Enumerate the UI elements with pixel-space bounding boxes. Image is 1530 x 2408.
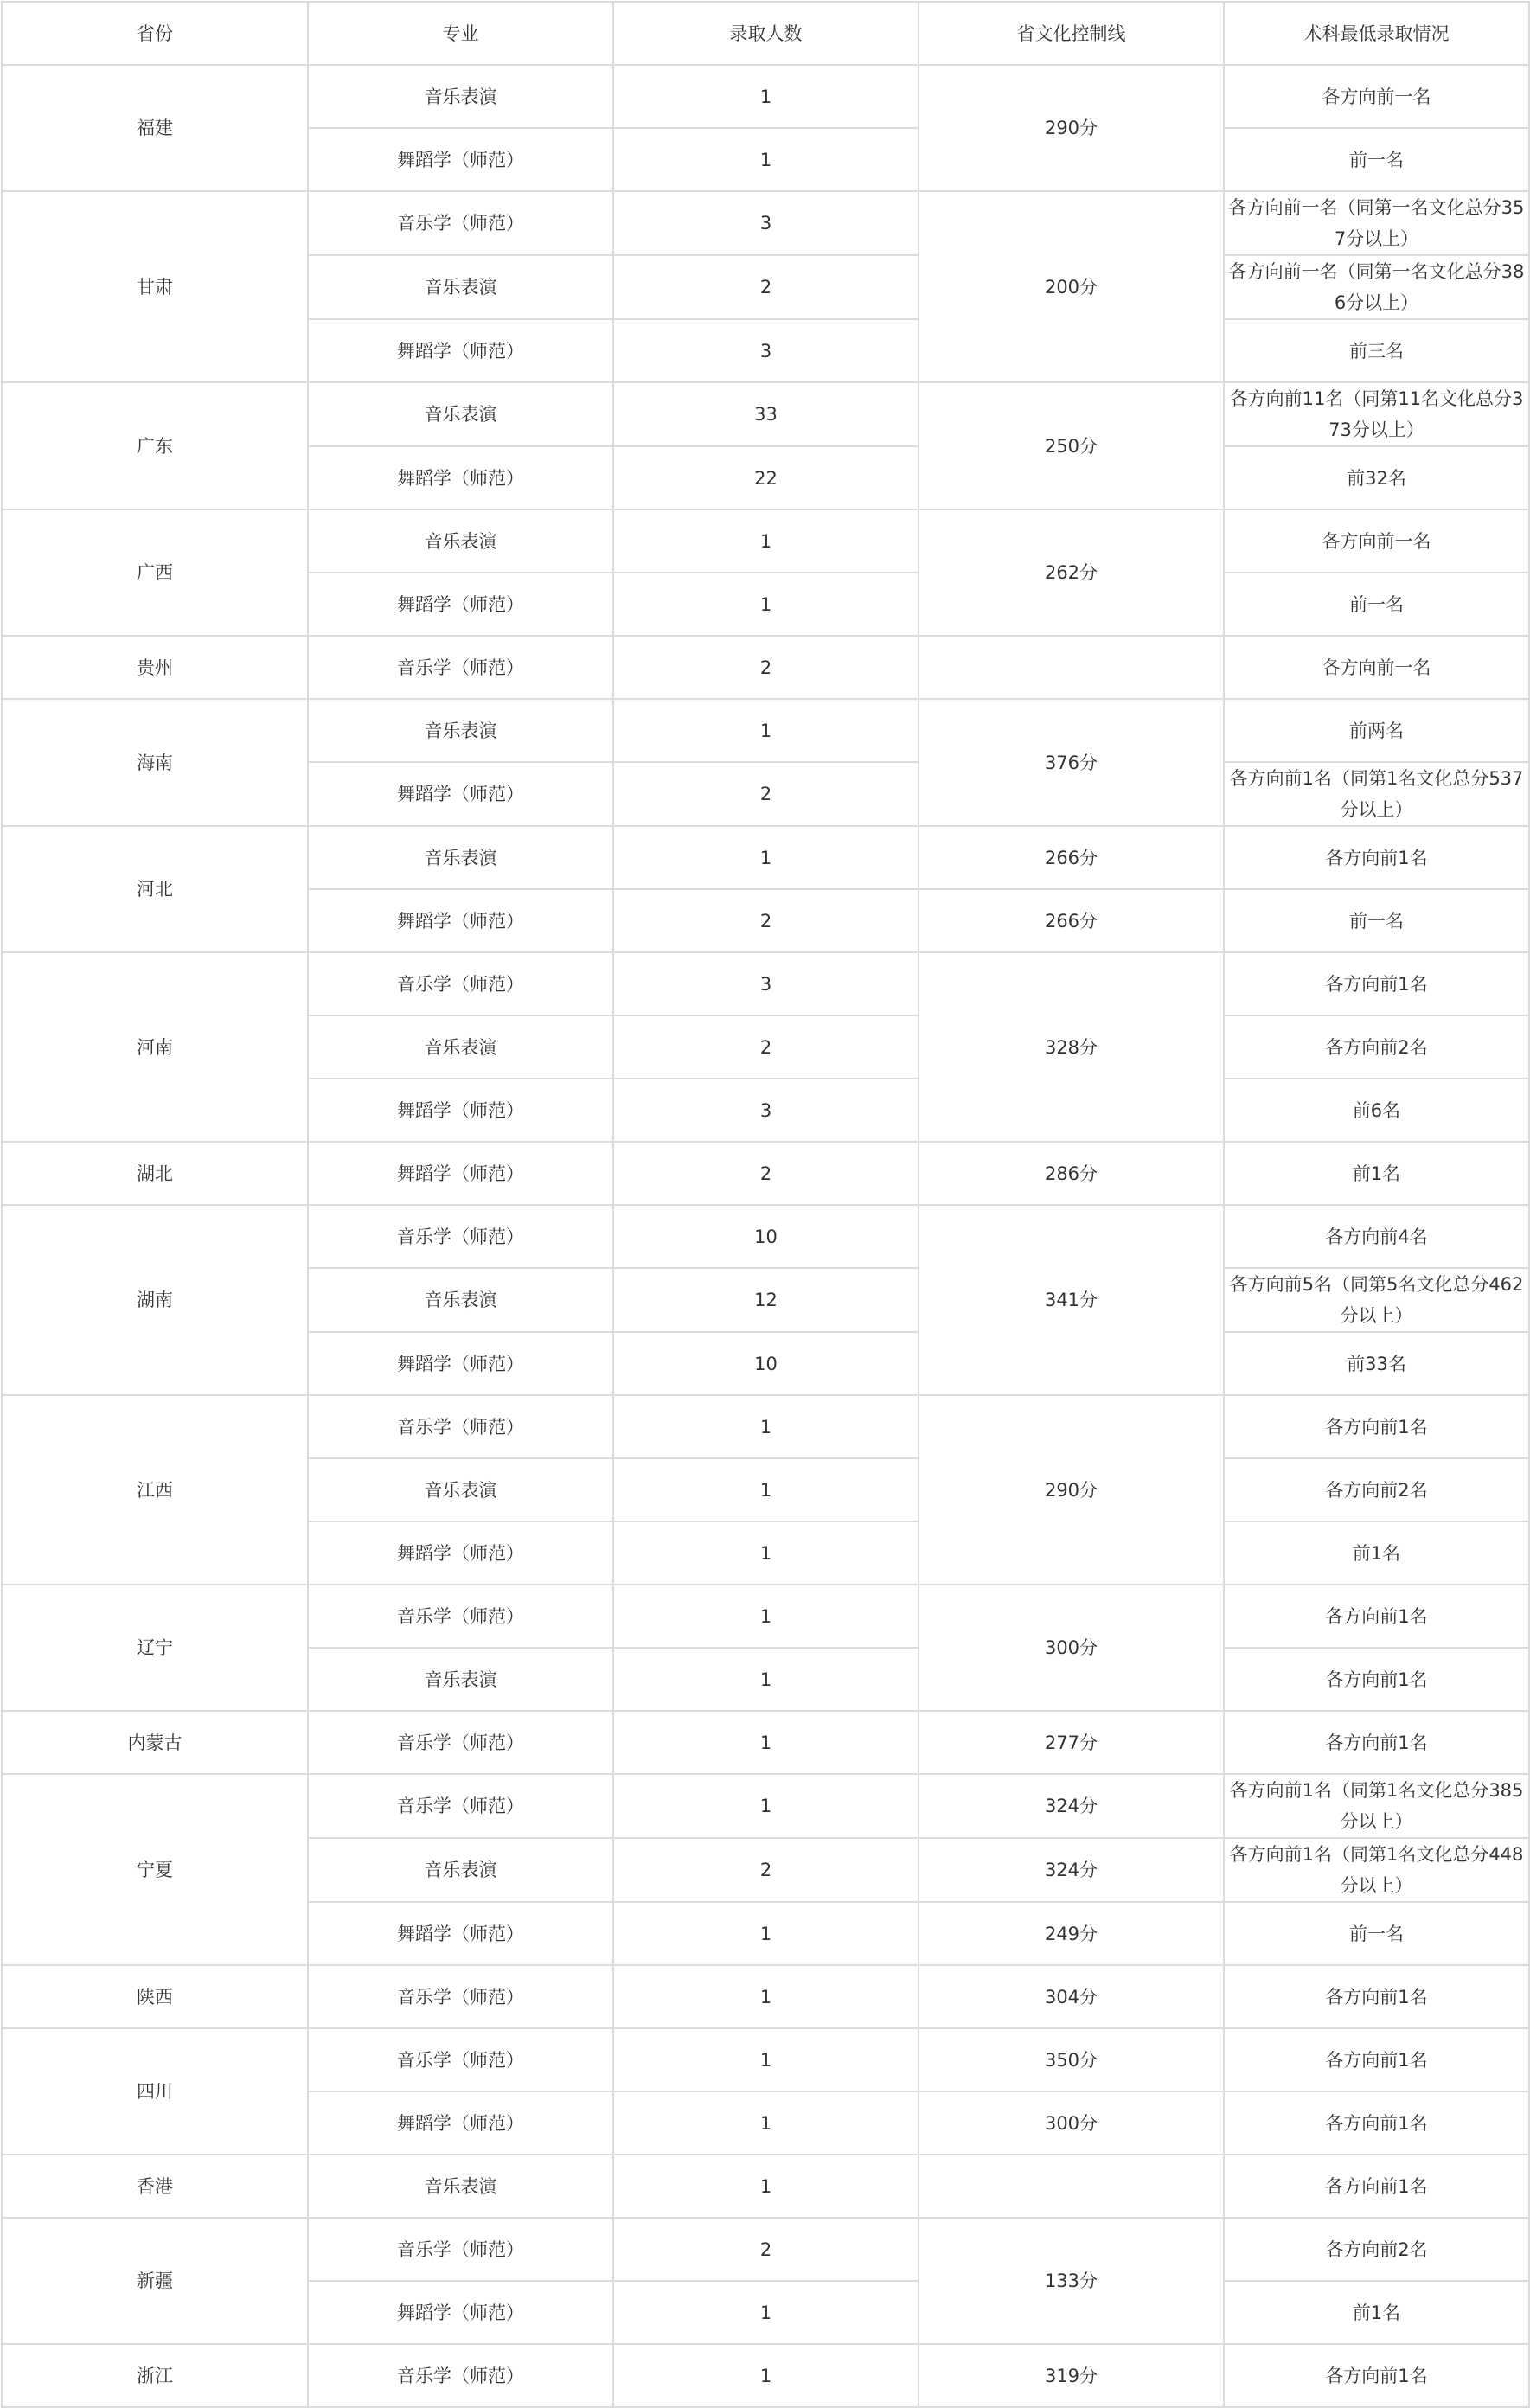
province-cell: 海南 bbox=[2, 699, 308, 826]
culture-line-cell: 266分 bbox=[919, 826, 1224, 889]
min-score-cell: 各方向前5名（同第5名文化总分462分以上） bbox=[1224, 1268, 1529, 1332]
table-row bbox=[2, 826, 1529, 889]
major-cell: 音乐表演 bbox=[308, 382, 613, 446]
min-score-cell: 各方向前一名 bbox=[1224, 509, 1529, 573]
table-row bbox=[2, 1585, 1529, 1648]
culture-line-cell: 304分 bbox=[919, 1965, 1224, 2028]
table-row bbox=[2, 636, 1529, 699]
culture-line-cell: 341分 bbox=[919, 1205, 1224, 1395]
major-cell: 音乐表演 bbox=[308, 1015, 613, 1079]
province-cell: 新疆 bbox=[2, 2218, 308, 2344]
min-score-cell: 各方向前1名 bbox=[1224, 2028, 1529, 2091]
major-cell: 舞蹈学（师范） bbox=[308, 1521, 613, 1585]
province-cell: 陕西 bbox=[2, 1965, 308, 2028]
major-cell: 舞蹈学（师范） bbox=[308, 1332, 613, 1395]
major-cell: 音乐学（师范） bbox=[308, 952, 613, 1015]
min-score-cell: 各方向前1名 bbox=[1224, 1395, 1529, 1458]
major-cell: 音乐学（师范） bbox=[308, 2028, 613, 2091]
count-cell: 1 bbox=[613, 2281, 919, 2344]
count-cell: 3 bbox=[613, 319, 919, 382]
min-score-cell: 各方向前1名 bbox=[1224, 1711, 1529, 1774]
min-score-cell: 各方向前2名 bbox=[1224, 1458, 1529, 1521]
table-row bbox=[2, 1965, 1529, 2028]
culture-line-cell: 300分 bbox=[919, 1585, 1224, 1711]
count-cell: 1 bbox=[613, 128, 919, 191]
table-row bbox=[2, 2344, 1529, 2407]
min-score-cell: 前一名 bbox=[1224, 889, 1529, 952]
culture-line-cell: 319分 bbox=[919, 2344, 1224, 2407]
min-score-cell: 各方向前一名（同第一名文化总分386分以上） bbox=[1224, 255, 1529, 319]
count-cell: 2 bbox=[613, 889, 919, 952]
table-row bbox=[2, 65, 1529, 128]
table-row bbox=[2, 509, 1529, 573]
min-score-cell: 各方向前1名 bbox=[1224, 2344, 1529, 2407]
culture-line-cell: 300分 bbox=[919, 2091, 1224, 2155]
major-cell: 舞蹈学（师范） bbox=[308, 762, 613, 826]
province-cell: 河南 bbox=[2, 952, 308, 1142]
major-cell: 舞蹈学（师范） bbox=[308, 319, 613, 382]
culture-line-cell: 328分 bbox=[919, 952, 1224, 1142]
culture-line-cell: 133分 bbox=[919, 2218, 1224, 2344]
province-cell: 广东 bbox=[2, 382, 308, 509]
major-cell: 舞蹈学（师范） bbox=[308, 1142, 613, 1205]
count-cell: 2 bbox=[613, 636, 919, 699]
province-cell: 香港 bbox=[2, 2155, 308, 2218]
major-cell: 音乐学（师范） bbox=[308, 191, 613, 255]
table-row bbox=[2, 191, 1529, 255]
province-cell: 浙江 bbox=[2, 2344, 308, 2407]
table-row bbox=[2, 699, 1529, 762]
table-row bbox=[2, 1395, 1529, 1458]
count-cell: 1 bbox=[613, 1521, 919, 1585]
table-body bbox=[2, 65, 1529, 2407]
province-cell: 宁夏 bbox=[2, 1774, 308, 1965]
header-min-score: 术科最低录取情况 bbox=[1224, 2, 1529, 65]
header-count: 录取人数 bbox=[613, 2, 919, 65]
min-score-cell: 各方向前4名 bbox=[1224, 1205, 1529, 1268]
province-cell: 湖北 bbox=[2, 1142, 308, 1205]
count-cell: 1 bbox=[613, 2091, 919, 2155]
province-cell: 福建 bbox=[2, 65, 308, 191]
count-cell: 1 bbox=[613, 509, 919, 573]
culture-line-cell bbox=[919, 636, 1224, 699]
major-cell: 音乐表演 bbox=[308, 1838, 613, 1902]
major-cell: 音乐学（师范） bbox=[308, 636, 613, 699]
major-cell: 音乐表演 bbox=[308, 1458, 613, 1521]
min-score-cell: 前1名 bbox=[1224, 1521, 1529, 1585]
culture-line-cell: 266分 bbox=[919, 889, 1224, 952]
min-score-cell: 前三名 bbox=[1224, 319, 1529, 382]
min-score-cell: 各方向前1名 bbox=[1224, 1965, 1529, 2028]
count-cell: 33 bbox=[613, 382, 919, 446]
min-score-cell: 各方向前1名 bbox=[1224, 2091, 1529, 2155]
count-cell: 1 bbox=[613, 2344, 919, 2407]
culture-line-cell: 324分 bbox=[919, 1774, 1224, 1838]
min-score-cell: 各方向前一名 bbox=[1224, 636, 1529, 699]
count-cell: 1 bbox=[613, 65, 919, 128]
min-score-cell: 前两名 bbox=[1224, 699, 1529, 762]
count-cell: 1 bbox=[613, 826, 919, 889]
culture-line-cell: 200分 bbox=[919, 191, 1224, 382]
count-cell: 1 bbox=[613, 699, 919, 762]
count-cell: 1 bbox=[613, 2028, 919, 2091]
table-row bbox=[2, 2028, 1529, 2091]
major-cell: 音乐表演 bbox=[308, 1648, 613, 1711]
culture-line-cell: 324分 bbox=[919, 1838, 1224, 1902]
min-score-cell: 各方向前11名（同第11名文化总分373分以上） bbox=[1224, 382, 1529, 446]
major-cell: 音乐表演 bbox=[308, 509, 613, 573]
header-culture-line: 省文化控制线 bbox=[919, 2, 1224, 65]
admissions-table bbox=[1, 1, 1530, 2408]
province-cell: 四川 bbox=[2, 2028, 308, 2155]
major-cell: 音乐表演 bbox=[308, 255, 613, 319]
count-cell: 1 bbox=[613, 573, 919, 636]
min-score-cell: 前1名 bbox=[1224, 2281, 1529, 2344]
count-cell: 1 bbox=[613, 1902, 919, 1965]
table-row bbox=[2, 952, 1529, 1015]
min-score-cell: 前32名 bbox=[1224, 446, 1529, 509]
count-cell: 1 bbox=[613, 1711, 919, 1774]
min-score-cell: 各方向前1名 bbox=[1224, 2155, 1529, 2218]
major-cell: 音乐学（师范） bbox=[308, 1774, 613, 1838]
count-cell: 1 bbox=[613, 2155, 919, 2218]
major-cell: 舞蹈学（师范） bbox=[308, 2091, 613, 2155]
province-cell: 广西 bbox=[2, 509, 308, 636]
culture-line-cell: 262分 bbox=[919, 509, 1224, 636]
major-cell: 舞蹈学（师范） bbox=[308, 573, 613, 636]
min-score-cell: 前一名 bbox=[1224, 1902, 1529, 1965]
major-cell: 音乐学（师范） bbox=[308, 2218, 613, 2281]
count-cell: 1 bbox=[613, 1648, 919, 1711]
count-cell: 2 bbox=[613, 1838, 919, 1902]
culture-line-cell: 290分 bbox=[919, 1395, 1224, 1585]
min-score-cell: 各方向前2名 bbox=[1224, 2218, 1529, 2281]
province-cell: 甘肃 bbox=[2, 191, 308, 382]
count-cell: 12 bbox=[613, 1268, 919, 1332]
table-row bbox=[2, 1774, 1529, 1838]
major-cell: 音乐表演 bbox=[308, 826, 613, 889]
min-score-cell: 前一名 bbox=[1224, 128, 1529, 191]
province-cell: 河北 bbox=[2, 826, 308, 952]
min-score-cell: 前6名 bbox=[1224, 1079, 1529, 1142]
count-cell: 2 bbox=[613, 1015, 919, 1079]
culture-line-cell bbox=[919, 2155, 1224, 2218]
province-cell: 内蒙古 bbox=[2, 1711, 308, 1774]
count-cell: 10 bbox=[613, 1332, 919, 1395]
major-cell: 音乐学（师范） bbox=[308, 1585, 613, 1648]
min-score-cell: 各方向前1名 bbox=[1224, 1648, 1529, 1711]
province-cell: 辽宁 bbox=[2, 1585, 308, 1711]
major-cell: 音乐表演 bbox=[308, 65, 613, 128]
min-score-cell: 前33名 bbox=[1224, 1332, 1529, 1395]
culture-line-cell: 277分 bbox=[919, 1711, 1224, 1774]
min-score-cell: 各方向前一名（同第一名文化总分357分以上） bbox=[1224, 191, 1529, 255]
province-cell: 湖南 bbox=[2, 1205, 308, 1395]
count-cell: 22 bbox=[613, 446, 919, 509]
major-cell: 舞蹈学（师范） bbox=[308, 1902, 613, 1965]
min-score-cell: 各方向前1名 bbox=[1224, 1585, 1529, 1648]
major-cell: 音乐表演 bbox=[308, 2155, 613, 2218]
count-cell: 2 bbox=[613, 762, 919, 826]
count-cell: 1 bbox=[613, 1395, 919, 1458]
culture-line-cell: 250分 bbox=[919, 382, 1224, 509]
count-cell: 2 bbox=[613, 255, 919, 319]
min-score-cell: 各方向前1名 bbox=[1224, 952, 1529, 1015]
count-cell: 2 bbox=[613, 1142, 919, 1205]
header-major: 专业 bbox=[308, 2, 613, 65]
min-score-cell: 各方向前1名（同第1名文化总分385分以上） bbox=[1224, 1774, 1529, 1838]
min-score-cell: 各方向前1名（同第1名文化总分448分以上） bbox=[1224, 1838, 1529, 1902]
count-cell: 3 bbox=[613, 1079, 919, 1142]
count-cell: 10 bbox=[613, 1205, 919, 1268]
province-cell: 江西 bbox=[2, 1395, 308, 1585]
count-cell: 1 bbox=[613, 1458, 919, 1521]
count-cell: 2 bbox=[613, 2218, 919, 2281]
count-cell: 3 bbox=[613, 191, 919, 255]
min-score-cell: 前1名 bbox=[1224, 1142, 1529, 1205]
culture-line-cell: 376分 bbox=[919, 699, 1224, 826]
count-cell: 1 bbox=[613, 1965, 919, 2028]
major-cell: 音乐学（师范） bbox=[308, 1711, 613, 1774]
major-cell: 舞蹈学（师范） bbox=[308, 128, 613, 191]
table-row bbox=[2, 1205, 1529, 1268]
major-cell: 舞蹈学（师范） bbox=[308, 446, 613, 509]
culture-line-cell: 249分 bbox=[919, 1902, 1224, 1965]
table-row bbox=[2, 1711, 1529, 1774]
major-cell: 音乐学（师范） bbox=[308, 1395, 613, 1458]
header-province: 省份 bbox=[2, 2, 308, 65]
count-cell: 3 bbox=[613, 952, 919, 1015]
table-header bbox=[2, 2, 1529, 65]
min-score-cell: 前一名 bbox=[1224, 573, 1529, 636]
min-score-cell: 各方向前1名（同第1名文化总分537分以上） bbox=[1224, 762, 1529, 826]
table-row bbox=[2, 382, 1529, 446]
min-score-cell: 各方向前2名 bbox=[1224, 1015, 1529, 1079]
table-row bbox=[2, 1142, 1529, 1205]
major-cell: 音乐学（师范） bbox=[308, 1965, 613, 2028]
major-cell: 音乐学（师范） bbox=[308, 2344, 613, 2407]
table-row bbox=[2, 2155, 1529, 2218]
count-cell: 1 bbox=[613, 1774, 919, 1838]
culture-line-cell: 290分 bbox=[919, 65, 1224, 191]
count-cell: 1 bbox=[613, 1585, 919, 1648]
culture-line-cell: 286分 bbox=[919, 1142, 1224, 1205]
header-row bbox=[2, 2, 1529, 65]
major-cell: 舞蹈学（师范） bbox=[308, 2281, 613, 2344]
table-row bbox=[2, 2218, 1529, 2281]
culture-line-cell: 350分 bbox=[919, 2028, 1224, 2091]
major-cell: 音乐表演 bbox=[308, 1268, 613, 1332]
major-cell: 舞蹈学（师范） bbox=[308, 1079, 613, 1142]
major-cell: 舞蹈学（师范） bbox=[308, 889, 613, 952]
province-cell: 贵州 bbox=[2, 636, 308, 699]
min-score-cell: 各方向前一名 bbox=[1224, 65, 1529, 128]
min-score-cell: 各方向前1名 bbox=[1224, 826, 1529, 889]
major-cell: 音乐表演 bbox=[308, 699, 613, 762]
major-cell: 音乐学（师范） bbox=[308, 1205, 613, 1268]
